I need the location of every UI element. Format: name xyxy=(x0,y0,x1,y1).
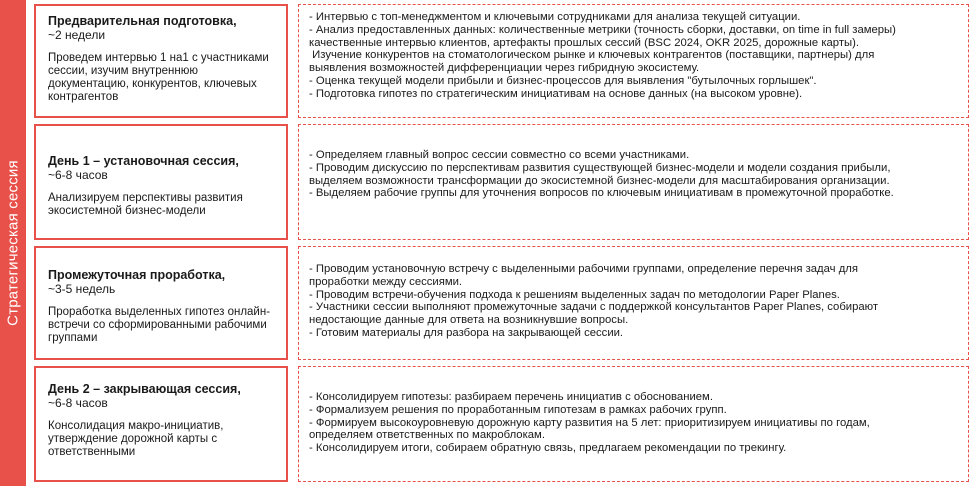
detail-line: - Участники сессии выполняют промежуточные задачи с поддержкой консультантов Paper Planes, собирают xyxy=(309,301,879,314)
detail-line: качественные интервью клиентов, артефакты прошлых сессий (BSC 2024, OKR 2025, дорожные карты). xyxy=(309,36,860,49)
detail-line: недостающие данные для ответа на возникнувшие вопросы. xyxy=(309,314,629,327)
detail-line: - Подготовка гипотез по стратегическим инициативам на основе данных (на высоком уровне). xyxy=(309,87,803,100)
stage-details-preparation xyxy=(298,4,969,118)
detail-line: - Оценка текущей модели прибыли и бизнес-процессов для выявления "бутылочных горлышек". xyxy=(309,74,817,87)
stage-description: Проведем интервью 1 на1 с участниками сессии, изучим внутреннюю документацию, конкурентов, ключевых контрагентов xyxy=(48,52,269,103)
detail-line: - Формируем высокоуровневую дорожную карту развития на 5 лет: приоритизируем инициативы по годам, xyxy=(309,416,870,429)
detail-line: - Проводим дискуссию по перспективам развития существующей бизнес-модели и модели создания прибыли, xyxy=(309,161,891,174)
detail-line: проработки между сессиями. xyxy=(309,275,463,288)
detail-line: - Консолидируем итоги, собираем обратную связь, предлагаем рекомендации по трекингу. xyxy=(309,442,787,455)
detail-line: - Проводим встречи-обучения подхода к решениям выделенных задач по методологии Paper Planes. xyxy=(309,288,840,301)
detail-line: - Выделяем рабочие группы для уточнения вопросов по ключевым инициативам в промежуточной проработке. xyxy=(309,187,894,200)
detail-line: - Определяем главный вопрос сессии совместно со всеми участниками. xyxy=(309,149,690,161)
stage-duration: ~6-8 часов xyxy=(48,168,108,182)
detail-line: - Готовим материалы для разбора на закрывающей сессии. xyxy=(309,326,624,339)
stage-title: День 1 – установочная сессия, xyxy=(48,154,239,168)
stage-description: Проработка выделенных гипотез онлайн-встречи со сформированными рабочими группами xyxy=(48,306,271,344)
detail-line: выделяем возможности трансформации до экосистемной бизнес-модели для масштабирования организации. xyxy=(309,174,890,187)
stage-card-day1 xyxy=(34,124,288,240)
detail-line: выявления возможностей дифференциации через гибридную экосистему. xyxy=(309,62,700,75)
sidebar-title: Стратегическая сессия xyxy=(4,160,22,326)
stage-duration: ~6-8 часов xyxy=(48,396,108,410)
stage-description: Консолидация макро-инициатив, утверждение дорожной карты с ответственными xyxy=(48,420,224,458)
detail-line: - Формализуем решения по проработанным гипотезам в рамках рабочих групп. xyxy=(309,403,727,416)
stage-title: Промежуточная проработка, xyxy=(48,268,226,282)
stage-duration: ~3-5 недель xyxy=(48,282,116,296)
sidebar xyxy=(0,0,26,486)
stage-card-preparation xyxy=(34,4,288,118)
detail-line: - Интервью с топ-менеджментом и ключевыми сотрудниками для анализа текущей ситуации. xyxy=(309,11,801,23)
stage-title: День 2 – закрывающая сессия, xyxy=(48,382,241,396)
stage-details-interim xyxy=(298,246,969,360)
stage-description: Анализируем перспективы развития экосистемной бизнес-модели xyxy=(48,192,243,217)
stage-details-day1 xyxy=(298,124,969,240)
stage-duration: ~2 недели xyxy=(48,28,106,42)
detail-line: - Проводим установочную встречу с выделенными рабочими группами, определение перечня задач для xyxy=(309,263,858,275)
stage-details-day2 xyxy=(298,366,969,482)
detail-line: определяем ответственных по макроблокам. xyxy=(309,429,545,442)
stage-title: Предварительная подготовка, xyxy=(48,14,237,28)
stage-card-interim xyxy=(34,246,288,360)
detail-line: - Консолидируем гипотезы: разбираем перечень инициатив с обоснованием. xyxy=(309,391,713,403)
detail-line: - Анализ предоставленных данных: количественные метрики (точность сборки, доставки, on time in full замеры) xyxy=(309,23,896,36)
stage-card-day2 xyxy=(34,366,288,482)
detail-line: Изучение конкурентов на стоматологическом рынке и ключевых контрагентов (поставщики, партнеры) для xyxy=(309,49,875,62)
